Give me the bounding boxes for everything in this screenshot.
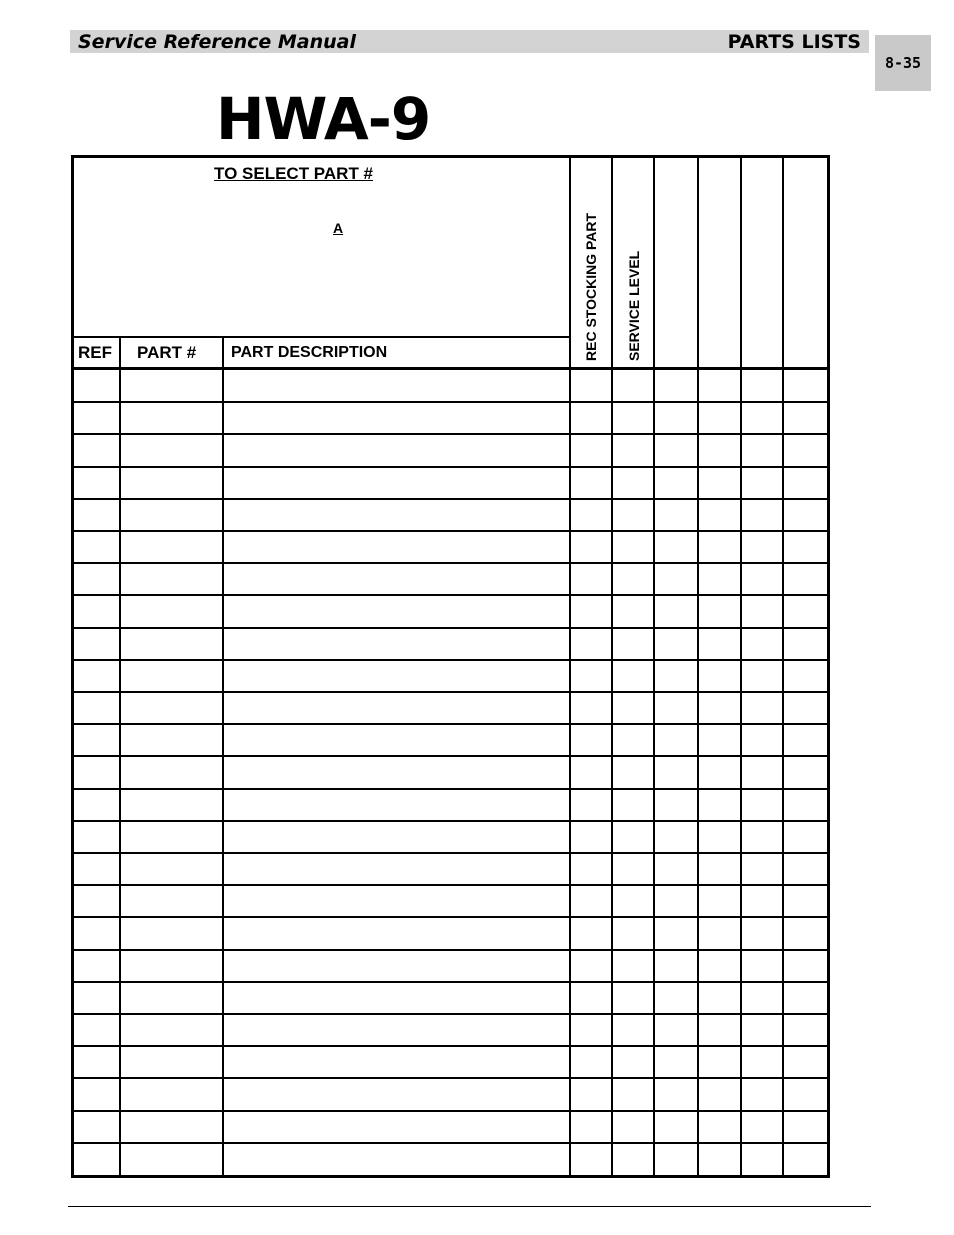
table-row-line bbox=[71, 755, 830, 757]
table-row-line bbox=[71, 659, 830, 661]
ref-column-header: REF bbox=[78, 343, 112, 362]
column-line bbox=[782, 155, 784, 1178]
column-line bbox=[611, 155, 613, 1178]
column-line bbox=[740, 155, 742, 1178]
table-row-line bbox=[71, 1045, 830, 1047]
table-row-line bbox=[71, 498, 830, 500]
rec-stocking-part-header: REC STOCKING PART bbox=[583, 212, 599, 361]
column-line bbox=[653, 155, 655, 1178]
table-row-line bbox=[71, 1110, 830, 1112]
table-row-line bbox=[71, 401, 830, 403]
section-title: PARTS LISTS bbox=[727, 31, 861, 53]
table-row-line bbox=[71, 981, 830, 983]
table-row-line bbox=[71, 433, 830, 435]
description-column-header: PART DESCRIPTION bbox=[231, 344, 388, 361]
header-divider bbox=[71, 336, 570, 338]
page-number: 8-35 bbox=[884, 54, 922, 72]
part-number-column-header: PART # bbox=[137, 343, 197, 362]
footer-rule bbox=[68, 1206, 871, 1207]
manual-title: Service Reference Manual bbox=[78, 31, 356, 53]
table-row-line bbox=[71, 691, 830, 693]
table-row-line bbox=[71, 466, 830, 468]
table-row-line bbox=[71, 594, 830, 596]
column-line bbox=[222, 336, 224, 1178]
column-line bbox=[119, 336, 121, 1178]
table-row-line bbox=[71, 723, 830, 725]
table-row-line bbox=[71, 562, 830, 564]
table-row-line bbox=[71, 820, 830, 822]
table-row-line bbox=[71, 1142, 830, 1144]
page-number-tab bbox=[875, 35, 931, 91]
table-row-line bbox=[71, 1013, 830, 1015]
select-part-title: TO SELECT PART # bbox=[214, 164, 374, 183]
select-column-a: A bbox=[333, 220, 344, 236]
table-row-line bbox=[71, 949, 830, 951]
column-line bbox=[697, 155, 699, 1178]
table-row-line bbox=[71, 884, 830, 886]
parts-list-table bbox=[71, 155, 830, 1178]
header-bar bbox=[70, 30, 869, 53]
service-level-header: SERVICE LEVEL bbox=[626, 250, 642, 361]
model-title: HWA-9 bbox=[216, 85, 431, 153]
table-row-line bbox=[71, 788, 830, 790]
table-row-line bbox=[71, 530, 830, 532]
table-row-line bbox=[71, 852, 830, 854]
column-line bbox=[569, 155, 571, 1178]
table-row-line bbox=[71, 1077, 830, 1079]
header-bottom-rule bbox=[71, 367, 830, 370]
table-row-line bbox=[71, 627, 830, 629]
table-row-line bbox=[71, 916, 830, 918]
